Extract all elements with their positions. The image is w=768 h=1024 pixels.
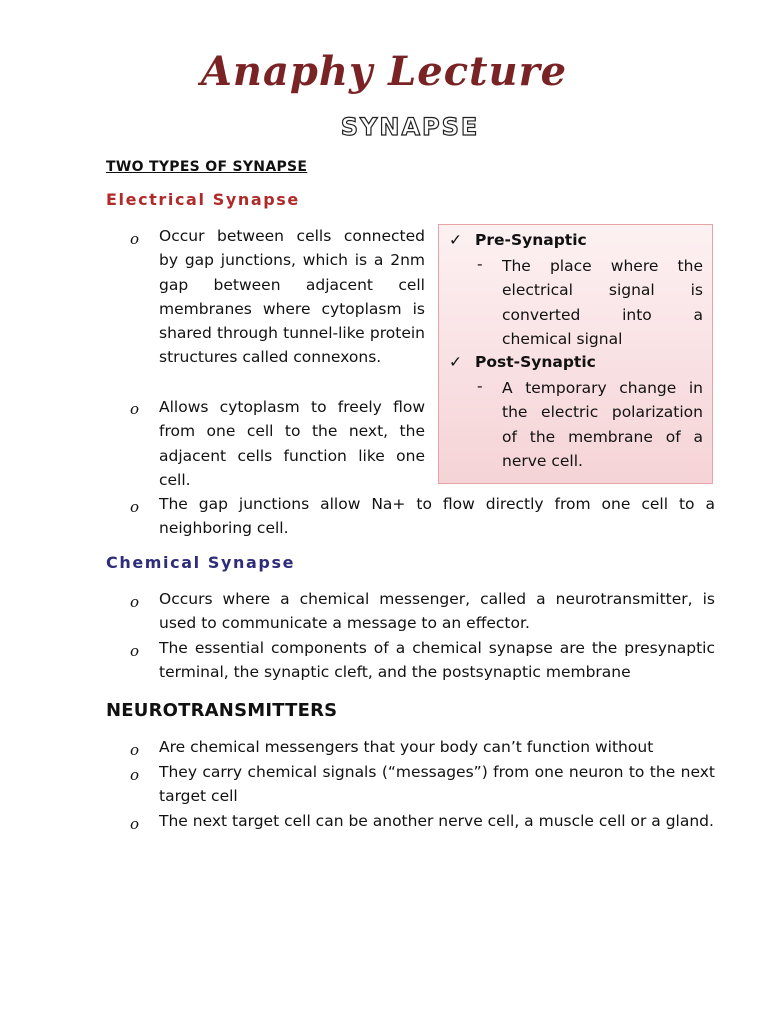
bullet-marker: o — [130, 766, 140, 784]
pre-synaptic-label: Pre-Synaptic — [475, 231, 587, 249]
dash-marker: - — [477, 255, 483, 273]
check-icon: ✓ — [449, 353, 462, 371]
bullet-marker: o — [130, 400, 140, 418]
dash-marker: - — [477, 377, 483, 395]
post-synaptic-label: Post-Synaptic — [475, 353, 596, 371]
electrical-bullet-3: The gap junctions allow Na+ to flow directly from one cell to a neighboring cell. — [159, 495, 715, 538]
bullet-marker: o — [130, 815, 140, 833]
neurotransmitters-heading: NEUROTRANSMITTERS — [106, 700, 338, 721]
neuro-bullet-2: They carry chemical signals (“messages”) from one neuron to the next target cell — [159, 763, 715, 806]
bullet-marker: o — [130, 593, 140, 611]
chemical-bullet-2: The essential components of a chemical synapse are the presynaptic terminal, the synaptic cleft, and the postsynaptic membrane — [159, 639, 715, 682]
electrical-synapse-heading: Electrical Synapse — [106, 190, 300, 209]
types-heading: TWO TYPES OF SYNAPSE — [106, 159, 308, 175]
box-item-post-synaptic — [449, 353, 596, 371]
check-icon: ✓ — [449, 231, 462, 249]
bullet-marker: o — [130, 230, 140, 248]
box-item-pre-synaptic — [449, 231, 587, 249]
post-synaptic-detail: A temporary change in the electric polarization of the membrane of a nerve cell. — [502, 379, 703, 470]
electrical-bullet-1: Occur between cells connected by gap junctions, which is a 2nm gap between adjacent cell membranes where cytoplasm is shared through tunnel-like protein structures called connexons. — [159, 227, 425, 367]
bullet-marker: o — [130, 741, 140, 759]
bullet-marker: o — [130, 642, 140, 660]
electrical-bullet-2: Allows cytoplasm to freely flow from one cell to the next, the adjacent cells function like one cell. — [159, 398, 425, 489]
neuro-bullet-3: The next target cell can be another nerve cell, a muscle cell or a gland. — [159, 812, 714, 830]
pre-synaptic-detail: The place where the electrical signal is converted into a chemical signal — [502, 257, 703, 348]
chemical-bullet-1: Occurs where a chemical messenger, called a neurotransmitter, is used to communicate a message to an effector. — [159, 590, 715, 633]
synaptic-info-box — [438, 224, 713, 484]
neuro-bullet-1: Are chemical messengers that your body can’t function without — [159, 738, 654, 756]
bullet-marker: o — [130, 498, 140, 516]
chemical-synapse-heading: Chemical Synapse — [106, 553, 296, 572]
page-subtitle: SYNAPSE — [340, 113, 480, 141]
page-title: Anaphy Lecture — [200, 48, 568, 95]
